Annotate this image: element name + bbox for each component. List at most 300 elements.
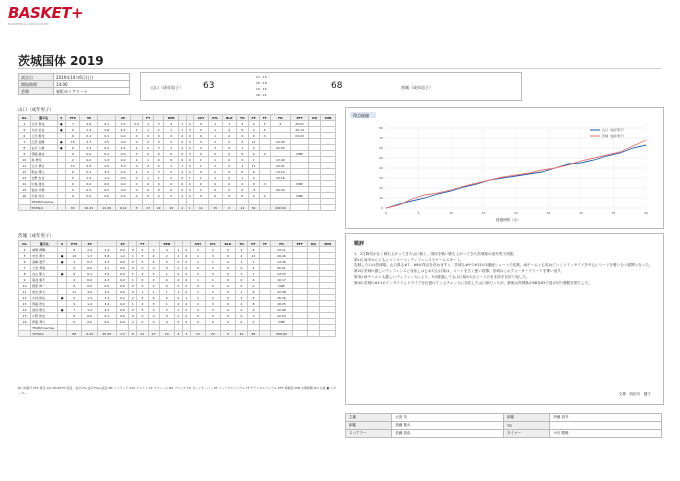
table-cell: 1-2 bbox=[116, 253, 129, 259]
table-cell: 1 bbox=[190, 259, 205, 265]
table-cell: 0-0 bbox=[116, 289, 129, 295]
column-header: TF bbox=[259, 115, 270, 121]
table-cell: 0 bbox=[179, 151, 187, 157]
table-cell: 1 bbox=[194, 187, 209, 193]
table-cell: 0 bbox=[222, 145, 237, 151]
table-cell: 0-1 bbox=[80, 187, 98, 193]
table-cell: 3 bbox=[153, 169, 163, 175]
table-cell: 3-7 bbox=[80, 139, 98, 145]
table-cell bbox=[57, 205, 66, 211]
table-cell: 4 bbox=[67, 277, 82, 283]
y-tick-label: 0 bbox=[381, 206, 383, 210]
x-tick-label: 15 bbox=[481, 211, 486, 215]
table-cell: 0 bbox=[194, 181, 209, 187]
table-cell: 13 bbox=[190, 331, 205, 337]
table-cell: 0-0 bbox=[80, 157, 98, 163]
table-cell: 11 bbox=[248, 163, 259, 169]
table-cell: 6 bbox=[148, 295, 159, 301]
table-cell: 1 bbox=[175, 307, 183, 313]
report-paragraph: 第2Q 茨城の激しいディフェンスに対応しはじめた山口県は、コートを広く使い攻撃。茨城はこのクォーターでリードを奪い返す。 bbox=[354, 269, 565, 274]
column-header: DQ bbox=[308, 115, 320, 121]
table-cell: 0 bbox=[179, 157, 187, 163]
official-name: 小川 勝俊 bbox=[550, 430, 662, 438]
table-cell: 0-0 bbox=[116, 187, 131, 193]
table-cell: 24:18 bbox=[270, 175, 291, 181]
table-cell: 0 bbox=[237, 151, 249, 157]
official-role: スコアラー bbox=[346, 430, 392, 438]
table-cell: 4 bbox=[19, 247, 31, 253]
game-report bbox=[345, 233, 664, 405]
table-cell: 1 bbox=[164, 145, 179, 151]
table-cell: 1-2 bbox=[97, 289, 116, 295]
table-cell: 稲永 光樹 bbox=[30, 187, 57, 193]
official-name: 伊藤 真介 bbox=[550, 414, 662, 422]
table-cell: 16 bbox=[19, 319, 31, 325]
table-cell: 0 bbox=[186, 139, 194, 145]
table-cell: 3 bbox=[194, 139, 209, 145]
table-cell: 0-2 bbox=[98, 187, 116, 193]
table-cell: 5 bbox=[259, 121, 270, 127]
table-cell: 2 bbox=[208, 169, 222, 175]
table-cell: 0 bbox=[67, 313, 82, 319]
table-cell: 2 bbox=[159, 307, 174, 313]
table-cell: 0 bbox=[175, 265, 183, 271]
table-cell: 1-2 bbox=[97, 247, 116, 253]
table-cell: 2 bbox=[67, 259, 82, 265]
table-cell: 8 bbox=[19, 145, 31, 151]
table-cell: 0 bbox=[259, 133, 270, 139]
table-cell: 16 bbox=[19, 193, 31, 199]
table-cell: 2 bbox=[137, 301, 148, 307]
table-cell: TEAM/Coaches bbox=[30, 199, 57, 205]
table-cell: 2 bbox=[206, 289, 221, 295]
official-name: 加藤 雄大 bbox=[392, 422, 504, 430]
official-role: 副審 bbox=[346, 422, 392, 430]
table-cell: 4 bbox=[248, 175, 259, 181]
table-cell: ● bbox=[57, 121, 66, 127]
table-cell: 0 bbox=[222, 163, 237, 169]
table-cell: 0 bbox=[248, 181, 259, 187]
table-cell: 0 bbox=[220, 289, 235, 295]
table-cell: 13 bbox=[66, 163, 80, 169]
table-cell: 0 bbox=[148, 319, 159, 325]
table-cell: 52 bbox=[248, 205, 259, 211]
table-cell: 0 bbox=[206, 283, 221, 289]
table-cell: 1 bbox=[235, 271, 247, 277]
table-cell: 3 bbox=[237, 163, 249, 169]
score-progress-chart bbox=[345, 107, 664, 229]
table-cell: 22:06 bbox=[271, 307, 293, 313]
report-paragraph: 第1Q 前半からともにマンツーマンディフェンスでゲームスタート。 bbox=[354, 257, 464, 262]
table-cell: 0 bbox=[194, 193, 209, 199]
column-header: TO bbox=[235, 241, 247, 247]
basket-logo: BASKET+ bbox=[8, 4, 84, 22]
info-value: 東町ゆうアリーナ bbox=[54, 88, 130, 95]
table-cell: 1 bbox=[143, 127, 154, 133]
table-cell: 0 bbox=[248, 121, 259, 127]
table-cell: 3 bbox=[148, 301, 159, 307]
column-header: No bbox=[19, 241, 31, 247]
report-signature: 文責：西田川 健子 bbox=[618, 392, 651, 396]
table-cell: 1 bbox=[179, 121, 187, 127]
table-cell: 1 bbox=[248, 259, 260, 265]
table-cell: 63 bbox=[66, 205, 80, 211]
table-cell: 2 bbox=[164, 175, 179, 181]
table-cell: 11 bbox=[19, 289, 31, 295]
table-cell: 角田 侑大 bbox=[31, 289, 58, 295]
table-cell: 3-4 bbox=[97, 301, 116, 307]
home-score: 63 bbox=[203, 81, 215, 91]
table-cell: 12 bbox=[19, 295, 31, 301]
table-cell: 1 bbox=[159, 271, 174, 277]
official-role: 副審 bbox=[503, 414, 549, 422]
table-cell: 小野 和也 bbox=[31, 313, 58, 319]
x-tick-label: 5 bbox=[417, 211, 420, 215]
column-header: TF bbox=[259, 241, 270, 247]
table-cell: 13 bbox=[19, 301, 31, 307]
table-cell: 0 bbox=[222, 187, 237, 193]
table-cell: 4 bbox=[153, 163, 163, 169]
table-cell: 9 bbox=[67, 301, 82, 307]
table-cell: ● bbox=[58, 253, 67, 259]
table-cell: 0 bbox=[179, 193, 187, 199]
table-cell: 3 bbox=[148, 307, 159, 313]
table-cell: 川村 亮太 bbox=[30, 193, 57, 199]
table-cell: 0-0 bbox=[80, 181, 98, 187]
column-header: PF bbox=[248, 241, 260, 247]
table-cell: 23:11 bbox=[271, 247, 293, 253]
table-cell: 0 bbox=[175, 283, 183, 289]
table-cell: 1-4 bbox=[82, 301, 98, 307]
table-cell: 熊谷 博之 bbox=[30, 169, 57, 175]
table-cell: 4 bbox=[137, 295, 148, 301]
table-cell: 200:00 bbox=[271, 331, 293, 337]
table-cell: 0-0 bbox=[116, 319, 129, 325]
table-cell: 3 bbox=[237, 121, 249, 127]
table-cell: 0 bbox=[175, 271, 183, 277]
table-cell: 1 bbox=[143, 175, 154, 181]
table-cell: 2 bbox=[137, 247, 148, 253]
table-cell: 0-0 bbox=[116, 175, 131, 181]
table-cell: 1 bbox=[143, 157, 154, 163]
table-cell: 200:00 bbox=[270, 205, 291, 211]
official-role: 主審 bbox=[346, 414, 392, 422]
table-cell: 0 bbox=[220, 313, 235, 319]
table-cell: 0 bbox=[164, 151, 179, 157]
table-cell: 上田 聖也 bbox=[30, 133, 57, 139]
table-cell: 2 bbox=[148, 247, 159, 253]
table-cell: 0-3 bbox=[82, 259, 98, 265]
table-cell: 13 bbox=[248, 253, 260, 259]
table-cell: 1 bbox=[208, 121, 222, 127]
column-header: PTS bbox=[67, 241, 82, 247]
logo-subtitle: BASKETBALL ASSOCIATION bbox=[8, 22, 49, 26]
table-cell: 0-0 bbox=[116, 139, 131, 145]
table-cell: 4 bbox=[248, 277, 260, 283]
table-cell: 0 bbox=[248, 319, 260, 325]
table-cell: 3 bbox=[143, 139, 154, 145]
column-header: FT bbox=[137, 241, 148, 247]
table-cell: -3 bbox=[248, 187, 259, 193]
table-cell: 3 bbox=[153, 139, 163, 145]
table-cell: 11 bbox=[19, 163, 31, 169]
table-cell: 高嶋 遼平 bbox=[31, 259, 58, 265]
table-cell: 0 bbox=[182, 319, 190, 325]
table-cell: 0 bbox=[182, 301, 190, 307]
table-cell: 0-0 bbox=[82, 313, 98, 319]
table-cell: 14 bbox=[67, 253, 82, 259]
table-cell: 0-0 bbox=[116, 157, 131, 163]
table-cell: 0 bbox=[222, 181, 237, 187]
column-header: STL bbox=[208, 115, 222, 121]
table-cell: 29:45 bbox=[270, 139, 291, 145]
table-cell: 0 bbox=[222, 169, 237, 175]
table-cell: 3-3 bbox=[98, 169, 116, 175]
table-cell: 0 bbox=[182, 259, 190, 265]
table-cell: 0-1 bbox=[98, 133, 116, 139]
table-cell: 13 bbox=[19, 175, 31, 181]
table-cell: 6 bbox=[248, 169, 259, 175]
table-cell: 0 bbox=[220, 253, 235, 259]
table-cell: 3 bbox=[206, 301, 221, 307]
table-cell: 2 bbox=[248, 265, 260, 271]
table-cell: 1 bbox=[190, 295, 205, 301]
table-cell: 1-1 bbox=[97, 265, 116, 271]
table-cell: 14:14 bbox=[270, 169, 291, 175]
table-cell: 5-8 bbox=[97, 253, 116, 259]
table-cell: 26:07 bbox=[291, 121, 309, 127]
table-cell: 11 bbox=[67, 289, 82, 295]
team1-box-score bbox=[18, 114, 336, 211]
table-cell: 2 bbox=[208, 163, 222, 169]
table-cell: 0-1 bbox=[116, 295, 129, 301]
table-cell: 0 bbox=[259, 151, 270, 157]
table-cell: 25:16 bbox=[271, 295, 293, 301]
column-header: MIN bbox=[321, 115, 336, 121]
table-cell: TOTALS bbox=[31, 331, 58, 337]
table-cell: DNP bbox=[291, 181, 309, 187]
table-cell: 0 bbox=[186, 187, 194, 193]
table-cell: 0 bbox=[129, 289, 137, 295]
column-header: EFF bbox=[291, 115, 309, 121]
table-cell: 0 bbox=[67, 283, 82, 289]
table-cell: 1 bbox=[164, 127, 179, 133]
table-cell: 0 bbox=[131, 151, 143, 157]
info-value: 2019年10月6日(日) bbox=[54, 74, 130, 81]
table-cell: 5 bbox=[131, 205, 143, 211]
table-cell bbox=[259, 331, 270, 337]
table-cell: 9 bbox=[19, 151, 31, 157]
table-cell: 0 bbox=[175, 259, 183, 265]
table-cell: 2-2 bbox=[116, 127, 131, 133]
y-tick-label: 30 bbox=[379, 176, 383, 180]
legend-away: 茨城（成年男子） bbox=[602, 134, 627, 138]
table-cell: 2 bbox=[206, 295, 221, 301]
table-cell: 1 bbox=[129, 277, 137, 283]
report-title: 戦評 bbox=[354, 241, 365, 247]
table-cell: 1 bbox=[194, 157, 209, 163]
table-cell: 6 bbox=[129, 331, 137, 337]
table-cell: 22 bbox=[206, 331, 221, 337]
table-cell: 2 bbox=[194, 145, 209, 151]
table-cell: 0 bbox=[222, 205, 237, 211]
table-cell: 9 bbox=[66, 127, 80, 133]
quarter-score: 13 - 14 bbox=[256, 87, 267, 91]
table-cell: 丸山 聖人 bbox=[31, 271, 58, 277]
column-header: BLK bbox=[220, 241, 235, 247]
table-cell: 0 bbox=[137, 277, 148, 283]
table-cell: 0-0 bbox=[116, 133, 131, 139]
table-cell: 3-5 bbox=[98, 139, 116, 145]
table-cell: 68 bbox=[67, 331, 82, 337]
table-cell: 2 bbox=[129, 295, 137, 301]
table-cell: 0 bbox=[237, 193, 249, 199]
table-cell: 森田 翔太 bbox=[31, 307, 58, 313]
table-cell: 1 bbox=[235, 259, 247, 265]
table-cell: 0 bbox=[131, 187, 143, 193]
table-cell: 3 bbox=[206, 253, 221, 259]
table-cell: 1-2 bbox=[82, 295, 98, 301]
table-cell: 2 bbox=[206, 247, 221, 253]
table-cell: 29:40 bbox=[271, 253, 293, 259]
official-name: 太田 功 bbox=[392, 414, 504, 422]
table-cell: 0-0 bbox=[97, 283, 116, 289]
table-cell: 0 bbox=[208, 187, 222, 193]
table-cell: 0 bbox=[186, 169, 194, 175]
x-tick-label: 30 bbox=[579, 211, 583, 215]
table-cell: 1 bbox=[179, 163, 187, 169]
table-cell: 0 bbox=[248, 193, 259, 199]
x-tick-label: 40 bbox=[644, 211, 648, 215]
table-cell: 0-1 bbox=[98, 121, 116, 127]
table-cell: 4 bbox=[259, 127, 270, 133]
table-cell: 0 bbox=[186, 121, 194, 127]
table-cell: 0 bbox=[129, 259, 137, 265]
report-paragraph: 第3Q 両チームとも激しいディフェンスにより、5分経過しても山口県が1点リードのまま前半を折り返した。 bbox=[354, 274, 530, 279]
column-header: DQ bbox=[307, 241, 320, 247]
table-cell: 0 bbox=[235, 277, 247, 283]
y-tick-label: 80 bbox=[379, 126, 383, 130]
table-cell: 2-5 bbox=[80, 163, 98, 169]
table-cell: 0-0 bbox=[82, 265, 98, 271]
table-cell: 7 bbox=[19, 265, 31, 271]
table-row bbox=[19, 205, 336, 211]
table-cell: 0 bbox=[175, 277, 183, 283]
team1-label: 山口（成年男子） bbox=[18, 108, 54, 113]
table-cell: 0 bbox=[186, 145, 194, 151]
table-cell: 0 bbox=[248, 133, 259, 139]
table-cell: 1 bbox=[131, 169, 143, 175]
stat-footnote: No 背番号 PTS 得点 S/G 3P/2P/FT 試投・成功 FG 成功 FGA 試投 RB リバウンド AST アシスト ST スティール BS ブロック TO ターンオーバー PF パーソナルファウル TF テクニカルファウル EFF 貢献度 MIN 出場時間 DQ 失格 ● スターター bbox=[18, 386, 337, 395]
table-cell: 0-0 bbox=[116, 151, 131, 157]
table-cell bbox=[19, 205, 31, 211]
column-header: 選手名 bbox=[30, 115, 57, 121]
y-tick-label: 50 bbox=[379, 156, 383, 160]
table-cell: 玉木 勇生 bbox=[30, 163, 57, 169]
table-cell: 24:33 bbox=[271, 271, 293, 277]
table-cell: 大宮 秀哉 bbox=[31, 265, 58, 271]
table-cell: DNP bbox=[291, 193, 309, 199]
table-cell: 13:40 bbox=[270, 157, 291, 163]
page-title: 茨城国体 2019 bbox=[18, 54, 104, 68]
table-cell: 3-3 bbox=[116, 163, 131, 169]
table-cell: 0 bbox=[220, 331, 235, 337]
table-cell: 0 bbox=[143, 133, 154, 139]
table-cell: 2 bbox=[190, 301, 205, 307]
table-cell: 0 bbox=[179, 175, 187, 181]
table-cell: 66 bbox=[248, 331, 260, 337]
table-cell: 0 bbox=[179, 145, 187, 151]
table-cell: 7 bbox=[66, 121, 80, 127]
table-cell: 22:28 bbox=[271, 289, 293, 295]
table-cell: 0 bbox=[179, 133, 187, 139]
table-cell: 15 bbox=[208, 205, 222, 211]
table-cell: 10:17 bbox=[271, 277, 293, 283]
table-cell: 0 bbox=[148, 283, 159, 289]
table-cell: 0 bbox=[153, 181, 163, 187]
table-cell: 0 bbox=[235, 313, 247, 319]
table-cell: 1 bbox=[159, 301, 174, 307]
table-cell: 0 bbox=[164, 193, 179, 199]
table-cell: 2 bbox=[222, 127, 237, 133]
table-cell: ● bbox=[57, 145, 66, 151]
table-cell: 4 bbox=[19, 121, 31, 127]
table-cell: 0 bbox=[129, 265, 137, 271]
y-tick-label: 20 bbox=[379, 186, 383, 190]
table-cell: 0 bbox=[164, 133, 179, 139]
table-cell: 0 bbox=[186, 151, 194, 157]
table-cell: 0 bbox=[220, 271, 235, 277]
table-cell: 0 bbox=[190, 319, 205, 325]
table-cell: 5 bbox=[19, 253, 31, 259]
column-header: 2P bbox=[116, 241, 129, 247]
table-cell: 0 bbox=[237, 169, 249, 175]
table-cell: 菊池 康平 bbox=[31, 277, 58, 283]
table-cell: 2 bbox=[148, 259, 159, 265]
table-cell: 4 bbox=[164, 121, 179, 127]
y-tick-label: 10 bbox=[379, 196, 383, 200]
table-cell: 0 bbox=[129, 247, 137, 253]
table-cell: 1 bbox=[143, 121, 154, 127]
table-cell: 0 bbox=[137, 283, 148, 289]
team2-label: 茨城（成年男子） bbox=[18, 234, 54, 239]
table-cell: 2-6 bbox=[98, 127, 116, 133]
table-cell: 梶原 伸一 bbox=[31, 283, 58, 289]
info-key: 試合日 bbox=[19, 74, 54, 81]
table-cell: 0-0 bbox=[116, 193, 131, 199]
table-cell: ● bbox=[58, 295, 67, 301]
official-role: タイマー bbox=[503, 430, 549, 438]
table-cell: 4 bbox=[137, 271, 148, 277]
table-cell: 1 bbox=[131, 145, 143, 151]
table-cell: 9 bbox=[270, 121, 291, 127]
column-header: No bbox=[19, 115, 31, 121]
table-cell: 3 bbox=[153, 121, 163, 127]
column-header: TO bbox=[237, 115, 249, 121]
table-cell: 1 bbox=[190, 253, 205, 259]
table-cell: 中田 貴大 bbox=[31, 253, 58, 259]
table-cell: 1 bbox=[208, 157, 222, 163]
table-cell: 0-0 bbox=[116, 259, 129, 265]
table-cell: 2-6 bbox=[80, 121, 98, 127]
table-cell: 0 bbox=[220, 295, 235, 301]
table-cell: 1 bbox=[194, 175, 209, 181]
column-header: S bbox=[58, 241, 67, 247]
table-cell: 6 bbox=[19, 259, 31, 265]
table-cell: 1 bbox=[206, 259, 221, 265]
table-cell: 1 bbox=[186, 205, 194, 211]
table-cell: 3 bbox=[137, 253, 148, 259]
